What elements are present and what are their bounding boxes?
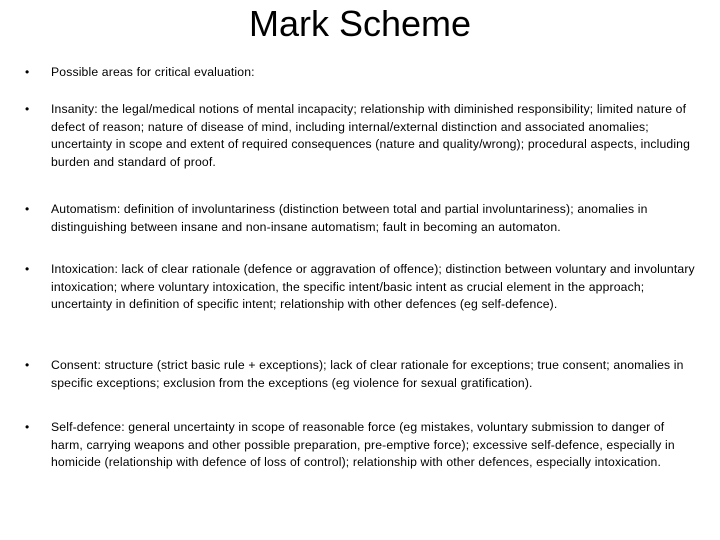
bullet-text: Self-defence: general uncertainty in scope of reasonable force (eg mistakes, voluntary submission to danger of harm, carrying weapons and other possible preparation, pre-emptive force); excessive self-defence, especially in homicide (relationship with defence of loss of control); relationship with other defences, especially intoxication. <box>51 420 675 469</box>
bullet-text: Possible areas for critical evaluation: <box>51 65 255 79</box>
bullet-item-automatism <box>25 201 705 236</box>
bullet-item-consent <box>25 357 705 392</box>
bullet-item-self-defence <box>25 419 705 472</box>
bullet-item-intoxication <box>25 261 705 314</box>
slide-title: Mark Scheme <box>248 3 472 44</box>
bullet-text: Insanity: the legal/medical notions of mental incapacity; relationship with diminished responsibility; limited nature of defect of reason; nature of disease of mind, including internal/external distinction and associated anomalies; uncertainty in scope and extent of required consequences (nature and quality/wrong); procedural aspects, including burden and standard of proof. <box>51 102 691 169</box>
bullet-dot: • <box>25 102 30 116</box>
bullet-dot: • <box>25 202 30 216</box>
bullet-dot: • <box>25 358 30 372</box>
bullet-dot: • <box>25 65 30 79</box>
bullet-dot: • <box>25 420 30 434</box>
bullet-text: Automatism: definition of involuntariness (distinction between total and partial involuntariness); anomalies in distinguishing between insane and non-insane automatism; fault in becoming an automaton. <box>51 202 648 234</box>
bullet-text: Consent: structure (strict basic rule + exceptions); lack of clear rationale for exceptions; true consent; anomalies in specific exceptions; exclusion from the exceptions (eg violence for sexual gratification). <box>51 358 684 390</box>
bullet-dot: • <box>25 262 30 276</box>
bullet-item-intro <box>25 64 705 82</box>
bullet-text: Intoxication: lack of clear rationale (defence or aggravation of offence); distinction between voluntary and involuntary intoxication; where voluntary intoxication, the specific intent/basic intent as crucial element in the approach; uncertainty in definition of specific intent; relationship with other defences (eg self-defence). <box>51 262 695 311</box>
bullet-item-insanity <box>25 101 705 171</box>
